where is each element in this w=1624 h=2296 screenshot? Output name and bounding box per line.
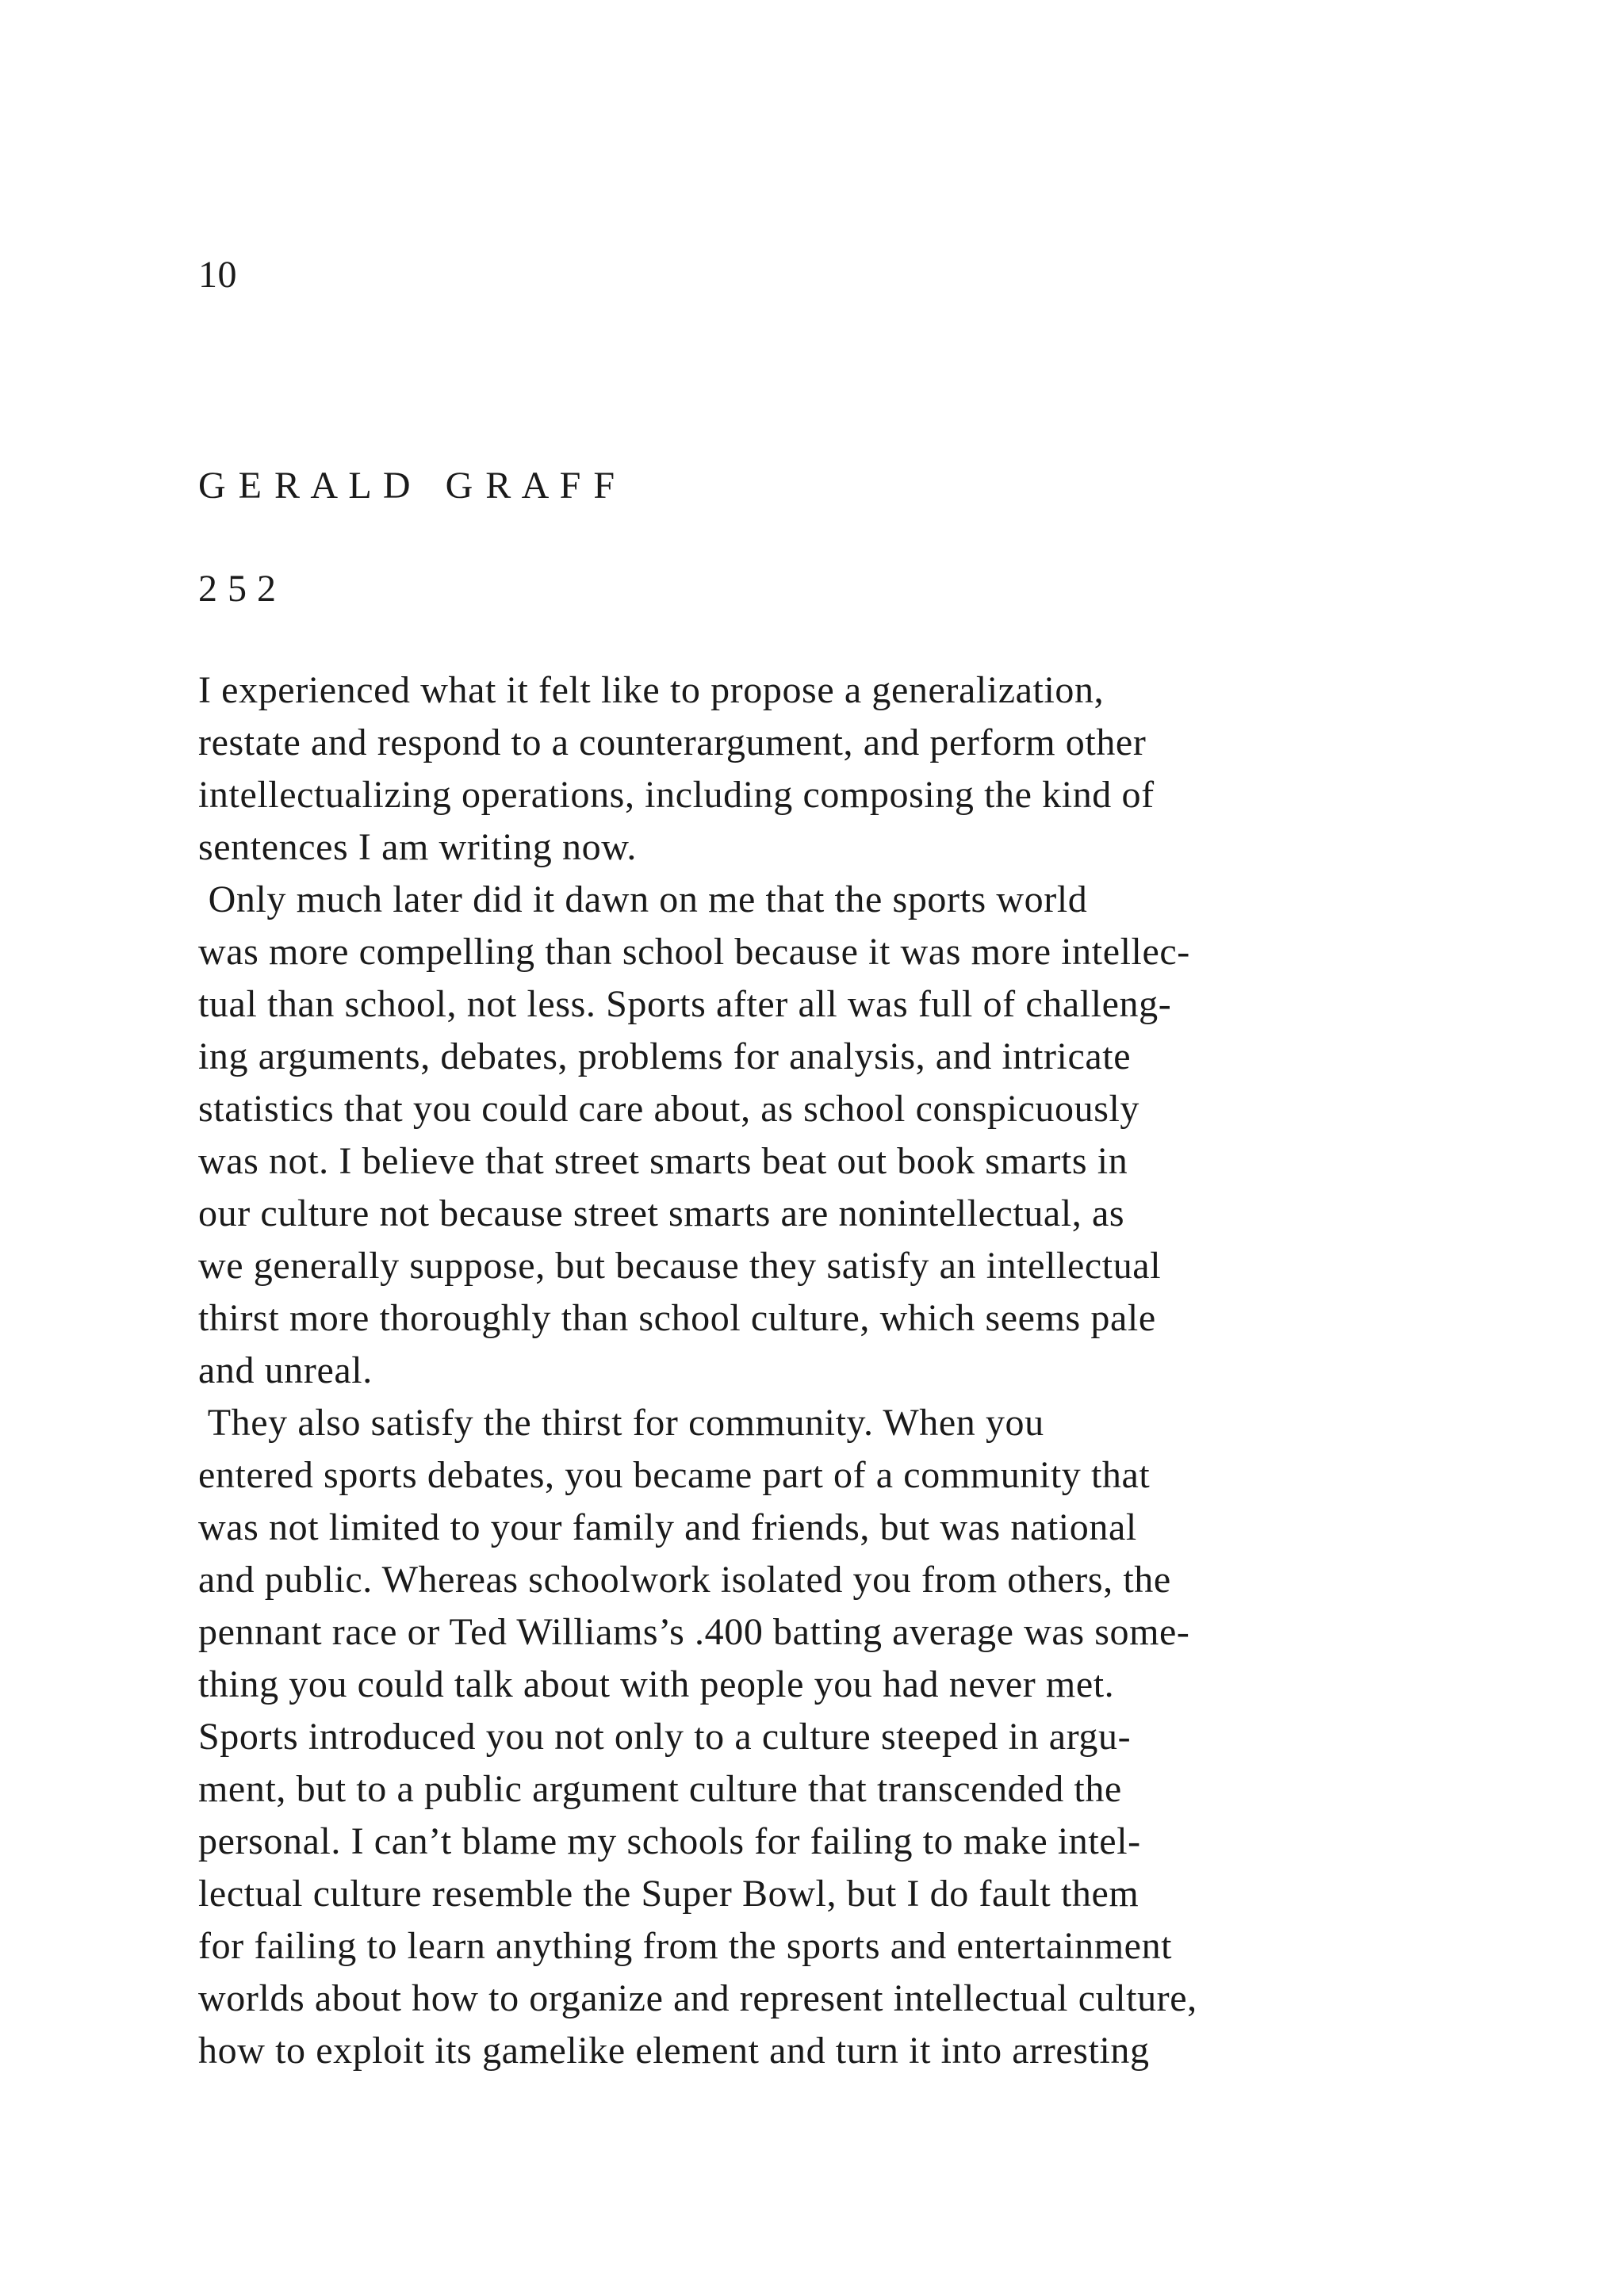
- text-line: worlds about how to organize and represent intellectual culture,: [198, 1977, 1197, 2019]
- text-line: for failing to learn anything from the sports and entertainment: [198, 1925, 1173, 1967]
- chapter-number: 10: [198, 254, 237, 296]
- text-line: ing arguments, debates, problems for analysis, and intricate: [198, 1035, 1132, 1077]
- text-line: thirst more thoroughly than school culture, which seems pale: [198, 1297, 1156, 1339]
- text-line: entered sports debates, you became part of a community that: [198, 1454, 1151, 1496]
- text-line: Sports introduced you not only to a culture steeped in argu-: [198, 1716, 1132, 1758]
- text-line: how to exploit its gamelike element and turn it into arresting: [198, 2030, 1150, 2072]
- text-line: tual than school, not less. Sports after all was full of challeng-: [198, 983, 1172, 1025]
- text-line: They also satisfy the thirst for community. When you: [198, 1402, 1044, 1444]
- text-line: was not. I believe that street smarts beat out book smarts in: [198, 1140, 1128, 1182]
- text-line: restate and respond to a counterargument, and perform other: [198, 721, 1147, 763]
- text-line: intellectualizing operations, including composing the kind of: [198, 774, 1155, 816]
- text-line: was more compelling than school because it was more intellec-: [198, 931, 1190, 973]
- text-line: lectual culture resemble the Super Bowl, but I do fault them: [198, 1873, 1139, 1915]
- text-line: personal. I can’t blame my schools for failing to make intel-: [198, 1820, 1141, 1862]
- text-line: ment, but to a public argument culture that transcended the: [198, 1768, 1122, 1810]
- text-line: Only much later did it dawn on me that the sports world: [198, 878, 1088, 920]
- text-line: was not limited to your family and friends, but was national: [198, 1506, 1137, 1548]
- page-number: 2 5 2: [198, 568, 277, 610]
- text-line: pennant race or Ted Williams’s .400 batting average was some-: [198, 1611, 1190, 1653]
- author-running-head: G E R A L D G R A F F: [198, 465, 617, 507]
- text-line: and unreal.: [198, 1349, 373, 1391]
- text-line: we generally suppose, but because they satisfy an intellectual: [198, 1245, 1162, 1287]
- text-line: our culture not because street smarts are nonintellectual, as: [198, 1192, 1125, 1234]
- text-line: statistics that you could care about, as school conspicuously: [198, 1088, 1140, 1130]
- text-line: and public. Whereas schoolwork isolated you from others, the: [198, 1559, 1171, 1601]
- body-text: [198, 664, 1546, 2077]
- text-line: I experienced what it felt like to propose a generalization,: [198, 669, 1105, 711]
- text-line: thing you could talk about with people you had never met.: [198, 1663, 1115, 1705]
- text-line: sentences I am writing now.: [198, 826, 637, 868]
